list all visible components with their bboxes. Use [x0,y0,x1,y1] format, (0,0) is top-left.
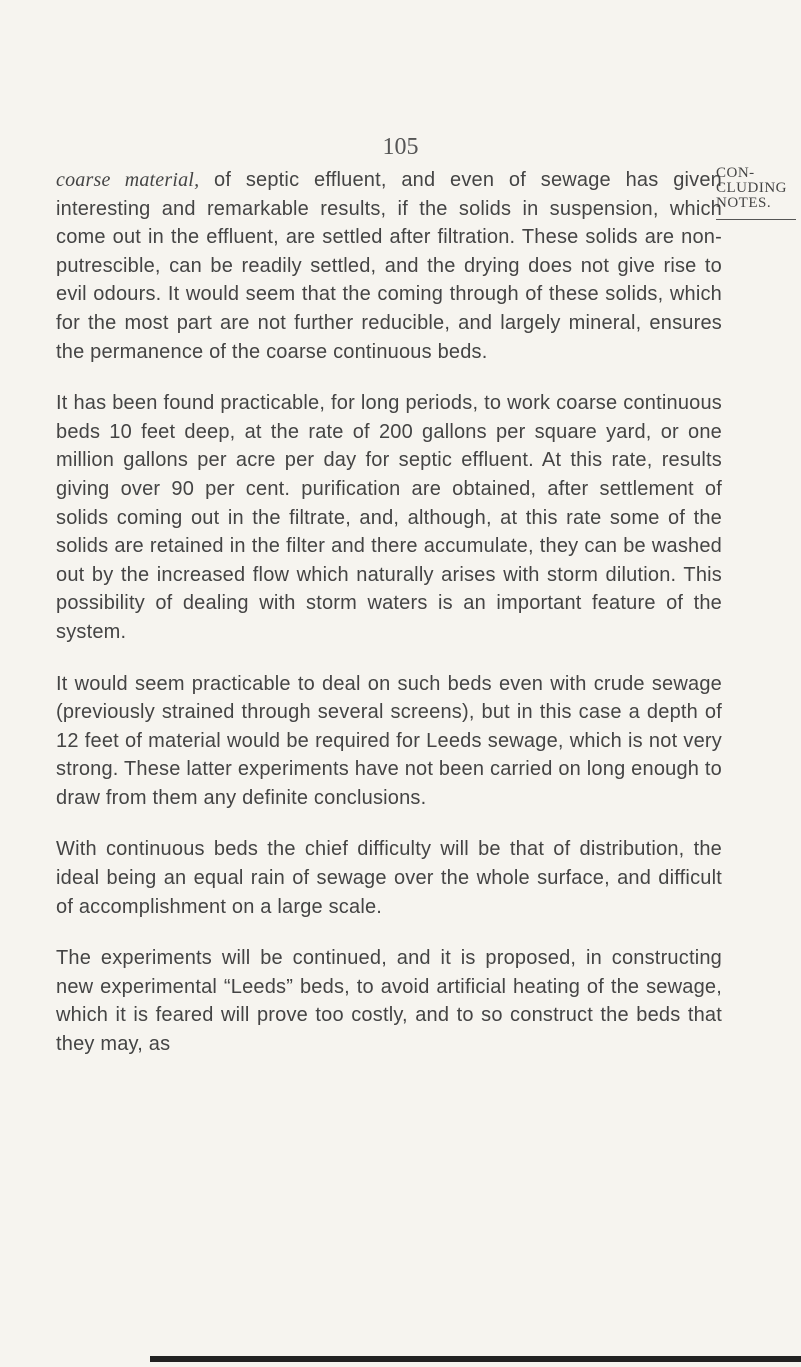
page-edge-rule [150,1356,801,1362]
page-number: 105 [382,134,419,160]
italic-lead-phrase: coarse material, [56,169,200,191]
margin-note-rule [716,219,796,220]
paragraph-3: It would seem practicable to deal on such beds even with crude sewage (previously strained through several screens), but in this case a depth of 12 feet of material would be required for Leeds sewage, which is not very strong. These latter experiments have not been carried on long enough to draw from them any definite conclusions. [56,672,722,809]
body-text [56,166,722,1059]
paragraph-1-text: of septic effluent, and even of sewage has given interesting and remarkable results, if the solids in suspension, which come out in the effluent, are settled after filtration. These solids are non-putrescible, can be readily settled, and the drying does not give rise to evil odours. It would seem that the coming through of these solids, which for the most part are not further reducible, and largely mineral, ensures the permanence of the coarse continuous beds. [56,169,723,363]
paragraph-1 [56,166,722,366]
margin-note-line-1: CON- [716,165,755,181]
margin-note-line-2: CLUDING [716,180,787,196]
margin-note [716,166,801,220]
margin-note-line-3: NOTES. [716,195,772,211]
paragraph-5: The experiments will be continued, and it is proposed, in constructing new experimental “Leeds” beds, to avoid artificial heating of the sewage, which it is feared will prove too costly, and to so construct the beds that they may, as [56,947,722,1056]
paragraph-4: With continuous beds the chief difficulty will be that of distribution, the ideal being an equal rain of sewage over the whole surface, and difficult of accomplishment on a large scale. [56,838,722,918]
paragraph-2: It has been found practicable, for long periods, to work coarse continuous beds 10 feet deep, at the rate of 200 gallons per square yard, or one million gallons per acre per day for septic effluent. At this rate, results giving over 90 per cent. purification are obtained, after settlement of solids coming out in the filtrate, and, although, at this rate some of the solids are retained in the filter and there accumulate, they can be washed out by the increased flow which naturally arises with storm dilution. This possibility of dealing with storm waters is an important feature of the system. [56,392,722,643]
